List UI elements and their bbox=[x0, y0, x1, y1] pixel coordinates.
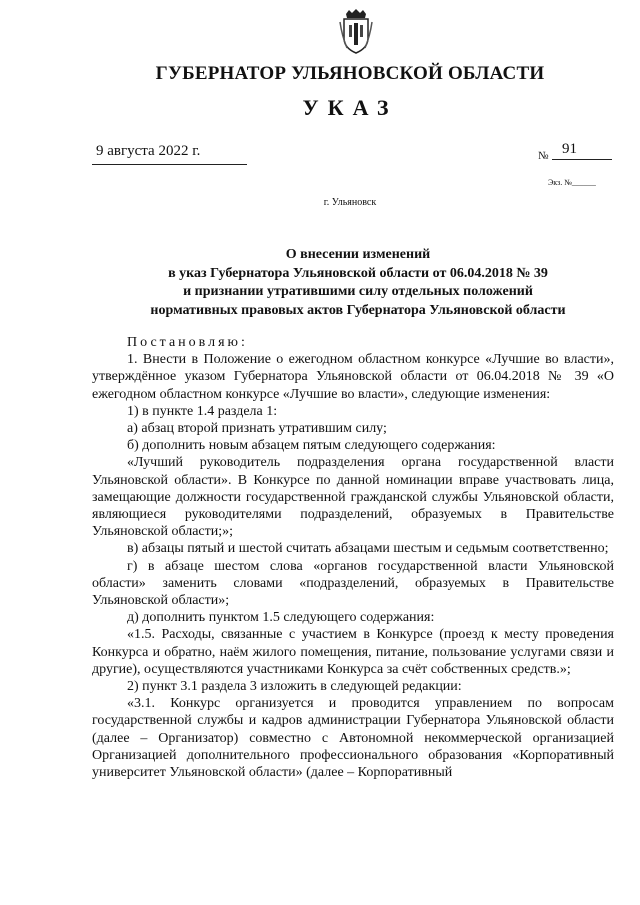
body-paragraph: 2) пункт 3.1 раздела 3 изложить в следующей редакции: bbox=[127, 679, 462, 695]
number-label: № bbox=[538, 150, 549, 162]
body-paragraph: Постановляю: bbox=[127, 335, 248, 350]
body-paragraph: д) дополнить пунктом 1.5 следующего содержания: bbox=[127, 610, 435, 626]
title-line: О внесении изменений bbox=[285, 247, 431, 262]
ulyanovsk-coat-of-arms-icon bbox=[338, 8, 374, 54]
document-title bbox=[92, 246, 624, 320]
document-type: УКАЗ bbox=[302, 95, 398, 120]
body-paragraph: «Лучший руководитель подразделения органа государственной власти Ульяновской области». В Конкурсе по данной номинации вправе участвовать лица, замещающие должности государственной гражданской службы Ульяновской области, являющиеся руководителями подразделений, образуемых в Правительстве Ульяновской области;»; bbox=[92, 455, 614, 540]
copy-number-label: Экз. №______ bbox=[548, 178, 596, 187]
document-number: 91 bbox=[562, 141, 577, 157]
document-city: г. Ульяновск bbox=[323, 197, 377, 208]
body-paragraph: «3.1. Конкурс организуется и проводится управлением по вопросам государственной службы и кадров администрации Губернатора Ульяновской области (далее – Организатор) совместно с Автономной некоммерческой организацией Организацией дополнительного профессионального образования «Корпоративный университет Ульяновской области» (далее – Корпоративный bbox=[92, 696, 614, 781]
title-line: и признании утратившими силу отдельных положений bbox=[183, 284, 533, 299]
issuing-authority: ГУБЕРНАТОР УЛЬЯНОВСКОЙ ОБЛАСТИ bbox=[155, 63, 545, 84]
title-line: нормативных правовых актов Губернатора Ульяновской области bbox=[150, 302, 566, 318]
body-paragraph: б) дополнить новым абзацем пятым следующего содержания: bbox=[127, 438, 496, 454]
body-paragraph: г) в абзаце шестом слова «органов государственной власти Ульяновской области» заменить словами «подразделений, образуемых в Правительстве Ульяновской области»; bbox=[92, 558, 614, 609]
body-paragraph: «1.5. Расходы, связанные с участием в Конкурсе (проезд к месту проведения Конкурса и обратно, наём жилого помещения, питание, пользование услугами связи и другие), осуществляются участниками Конкурса за счёт собственных средств.»; bbox=[92, 627, 614, 677]
title-line: в указ Губернатора Ульяновской области от 06.04.2018 № 39 bbox=[168, 265, 548, 281]
body-paragraph: 1. Внести в Положение о ежегодном областном конкурсе «Лучшие во власти», утверждённое указом Губернатора Ульяновской области от 06.04.2018 № 39 «О ежегодном областном конкурсе «Лучшие во власти», следующие изменения: bbox=[92, 352, 614, 402]
body-paragraph: в) абзацы пятый и шестой считать абзацами шестым и седьмым соответственно; bbox=[127, 541, 609, 557]
date-underline bbox=[92, 164, 247, 165]
document-date: 9 августа 2022 г. bbox=[96, 143, 201, 159]
body-paragraph: 1) в пункте 1.4 раздела 1: bbox=[127, 403, 278, 419]
body-paragraph: а) абзац второй признать утратившим силу; bbox=[127, 421, 387, 437]
document-body bbox=[92, 334, 614, 781]
number-underline bbox=[552, 159, 612, 160]
